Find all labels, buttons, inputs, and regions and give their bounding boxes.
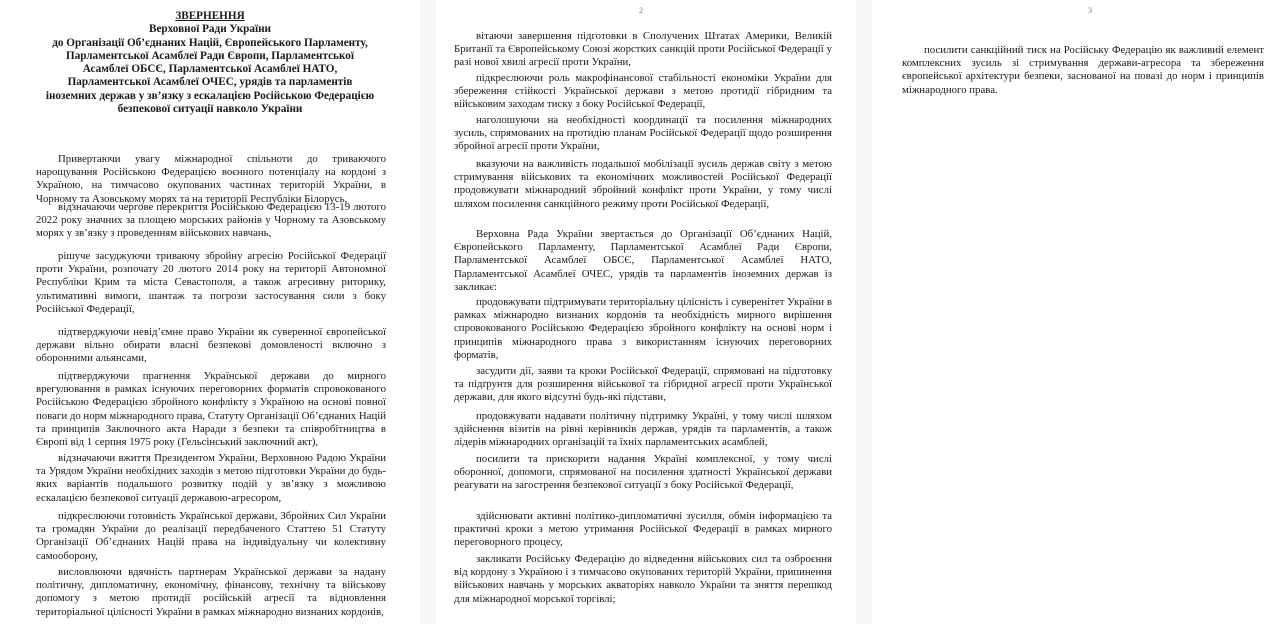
paragraph: підкреслюючи роль макрофінансової стабільності економіки України для збереження стійкості Української держави з метою протидії гібридним та військовим заходам тиску з боку Російської Федерації, <box>454 72 832 111</box>
paragraph: вітаючи завершення підготовки в Сполучених Штатах Америки, Великій Британії та Європейському Союзі жорстких санкцій проти Російської Федерації у разі нової хвилі агресії проти України, <box>454 30 832 69</box>
document-page-1 <box>0 0 420 624</box>
paragraph: відзначаючи чергове перекриття Російською Федерацією 13-19 лютого 2022 року значних за площею морських районів у Чорному та Азовському морях у зв’язку з проведенням військових навчань, <box>36 201 386 240</box>
title-line: Верховної Ради України <box>148 23 271 36</box>
document-page-3 <box>872 0 1280 624</box>
title-line: Парламентської Асамблеї Ради Європи, Парламентської <box>66 49 354 62</box>
paragraph: посилити та прискорити надання Україні комплексної, у тому числі оборонної, допомоги, спрямованої на посилення здатності Української держави реагувати на загострення безпекової ситуації з боку Російської Федерації, <box>454 453 832 492</box>
paragraph: підтверджуючи прагнення Української держави до мирного врегулювання в рамках існуючих переговорних форматів спровокованого Російською Федерацією збройного конфлікту з Україною на основі повної поваги до норм міжнародного права, Статуту Організації Об’єднаних Націй та принципів Заключного акта Наради з безпеки та співробітництва в Європі від 1 серпня 1975 року (Гельсінський заключний акт), <box>36 370 386 449</box>
title-line: до Організації Об’єднаних Націй, Європейського Парламенту, <box>52 36 368 49</box>
paragraph: рішуче засуджуючи триваючу збройну агресію Російської Федерації проти України, розпочату 20 лютого 2014 року на території Автономної Республіки Крим та міста Севастополя, а також агресивну риторику, ультимативні вимоги, шантаж та погрози застосування сили з боку Російської Федерації, <box>36 250 386 315</box>
title-line: безпекової ситуації навколо України <box>117 103 303 116</box>
title-line: Асамблеї ОБСЄ, Парламентської Асамблеї НАТО, <box>82 63 338 76</box>
paragraph: підтверджуючи невід’ємне право України як суверенної європейської держави вільно обирати власні безпекові домовленості включно з оборонними альянсами, <box>36 326 386 365</box>
paragraph: підкреслюючи готовність Української держави, Збройних Сил України та громадян України до реалізації передбаченого Статтею 51 Статуту Організації Об’єднаних Націй права на індивідуальну чи колективну самооборону, <box>36 510 386 562</box>
page-gutter <box>420 0 436 624</box>
title-line: Парламентської Асамблеї ОЧЕС, урядів та парламентів <box>67 76 353 89</box>
document-title <box>30 10 390 116</box>
page-gutter <box>856 0 872 624</box>
paragraph: продовжувати підтримувати територіальну цілісність і суверенітет України в рамках міжнародно визнаних кордонів та необхідність мирного вирішення спровокованого Російською Федерацією збройного конфлікту на основі норм і принципів міжнародного права з використанням існуючих переговорних форматів, <box>454 296 832 361</box>
paragraph: вказуючи на важливість подальшої мобілізації зусиль держав світу з метою стримування військових та економічних можливостей Російської Федерації продовжувати міжнародний збройний конфлікт проти України, у тому числі шляхом посилення санкційного режиму проти Російської Федерації, <box>454 158 832 210</box>
document-page-2 <box>436 0 856 624</box>
paragraph: Привертаючи увагу міжнародної спільноти до триваючого нарощування Російською Федерацією воєнного потенціалу на кордоні з Україною, на тимчасово окупованих частинах територій України, в Чорному та Азовському морях та на території Республіки Білорусь, <box>36 153 386 205</box>
paragraph: закликати Російську Федерацію до відведення військових сил та озброєння від кордону з Україною і з тимчасово окупованих територій України, припинення військових навчань у морських акваторіях навколо України та зняття перешкод для міжнародної морської торгівлі; <box>454 553 832 605</box>
paragraph: здійснювати активні політико-дипломатичні зусилля, обмін інформацією та практичні кроки з метою утримання Російської Федерації в рамках мирного переговорного процесу, <box>454 510 832 549</box>
title-line: ЗВЕРНЕННЯ <box>175 10 245 22</box>
paragraph: посилити санкційний тиск на Російську Федерацію як важливий елемент комплексних зусиль зі стримування держави-агресора та збереження європейської архітектури безпеки, заснованої на повазі до норм і принципів міжнародного права. <box>902 44 1264 96</box>
paragraph: продовжувати надавати політичну підтримку Україні, у тому числі шляхом здійснення візитів на рівні керівників держав, урядів та парламентів, а також лідерів міжнародних організацій та їхніх парламентських асамблей, <box>454 410 832 449</box>
paragraph: Верховна Рада України звертається до Організації Об’єднаних Націй, Європейського Парламенту, Парламентської Асамблеї Ради Європи, Парламентської Асамблеї ОБСЄ, Парламентської Асамблеї НАТО, Парламентської Асамблеї ОЧЕС, урядів та парламентів іноземних держав із закликає: <box>454 228 832 293</box>
title-line: іноземних держав у зв’язку з ескалацією Російською Федерацією <box>45 89 375 102</box>
paragraph: наголошуючи на необхідності координації та посилення міжнародних зусиль, спрямованих на протидію планам Російської Федерації щодо розширення збройної агресії проти України, <box>454 114 832 153</box>
page-number: 2 <box>639 6 643 15</box>
paragraph: відзначаючи вжиття Президентом України, Верховною Радою України та Урядом України необхідних заходів з метою підготовки України до будь-яких варіантів подальшого розвитку подій у зв’язку з можливою ескалацією безпекової ситуації державою-агресором, <box>36 452 386 504</box>
paragraph: висловлюючи вдячність партнерам Української держави за надану політичну, дипломатичну, економічну, фінансову, технічну та військову допомогу з метою протидії російській агресії та відновлення територіальної цілісності України в рамках міжнародно визнаних кордонів, <box>36 566 386 618</box>
page-number: 3 <box>1088 6 1092 15</box>
paragraph: засудити дії, заяви та кроки Російської Федерації, спрямовані на підготовку та підґрунтя для розширення військової та гібридної агресії проти Української держави, для якого відсутні будь-які підстави, <box>454 365 832 404</box>
